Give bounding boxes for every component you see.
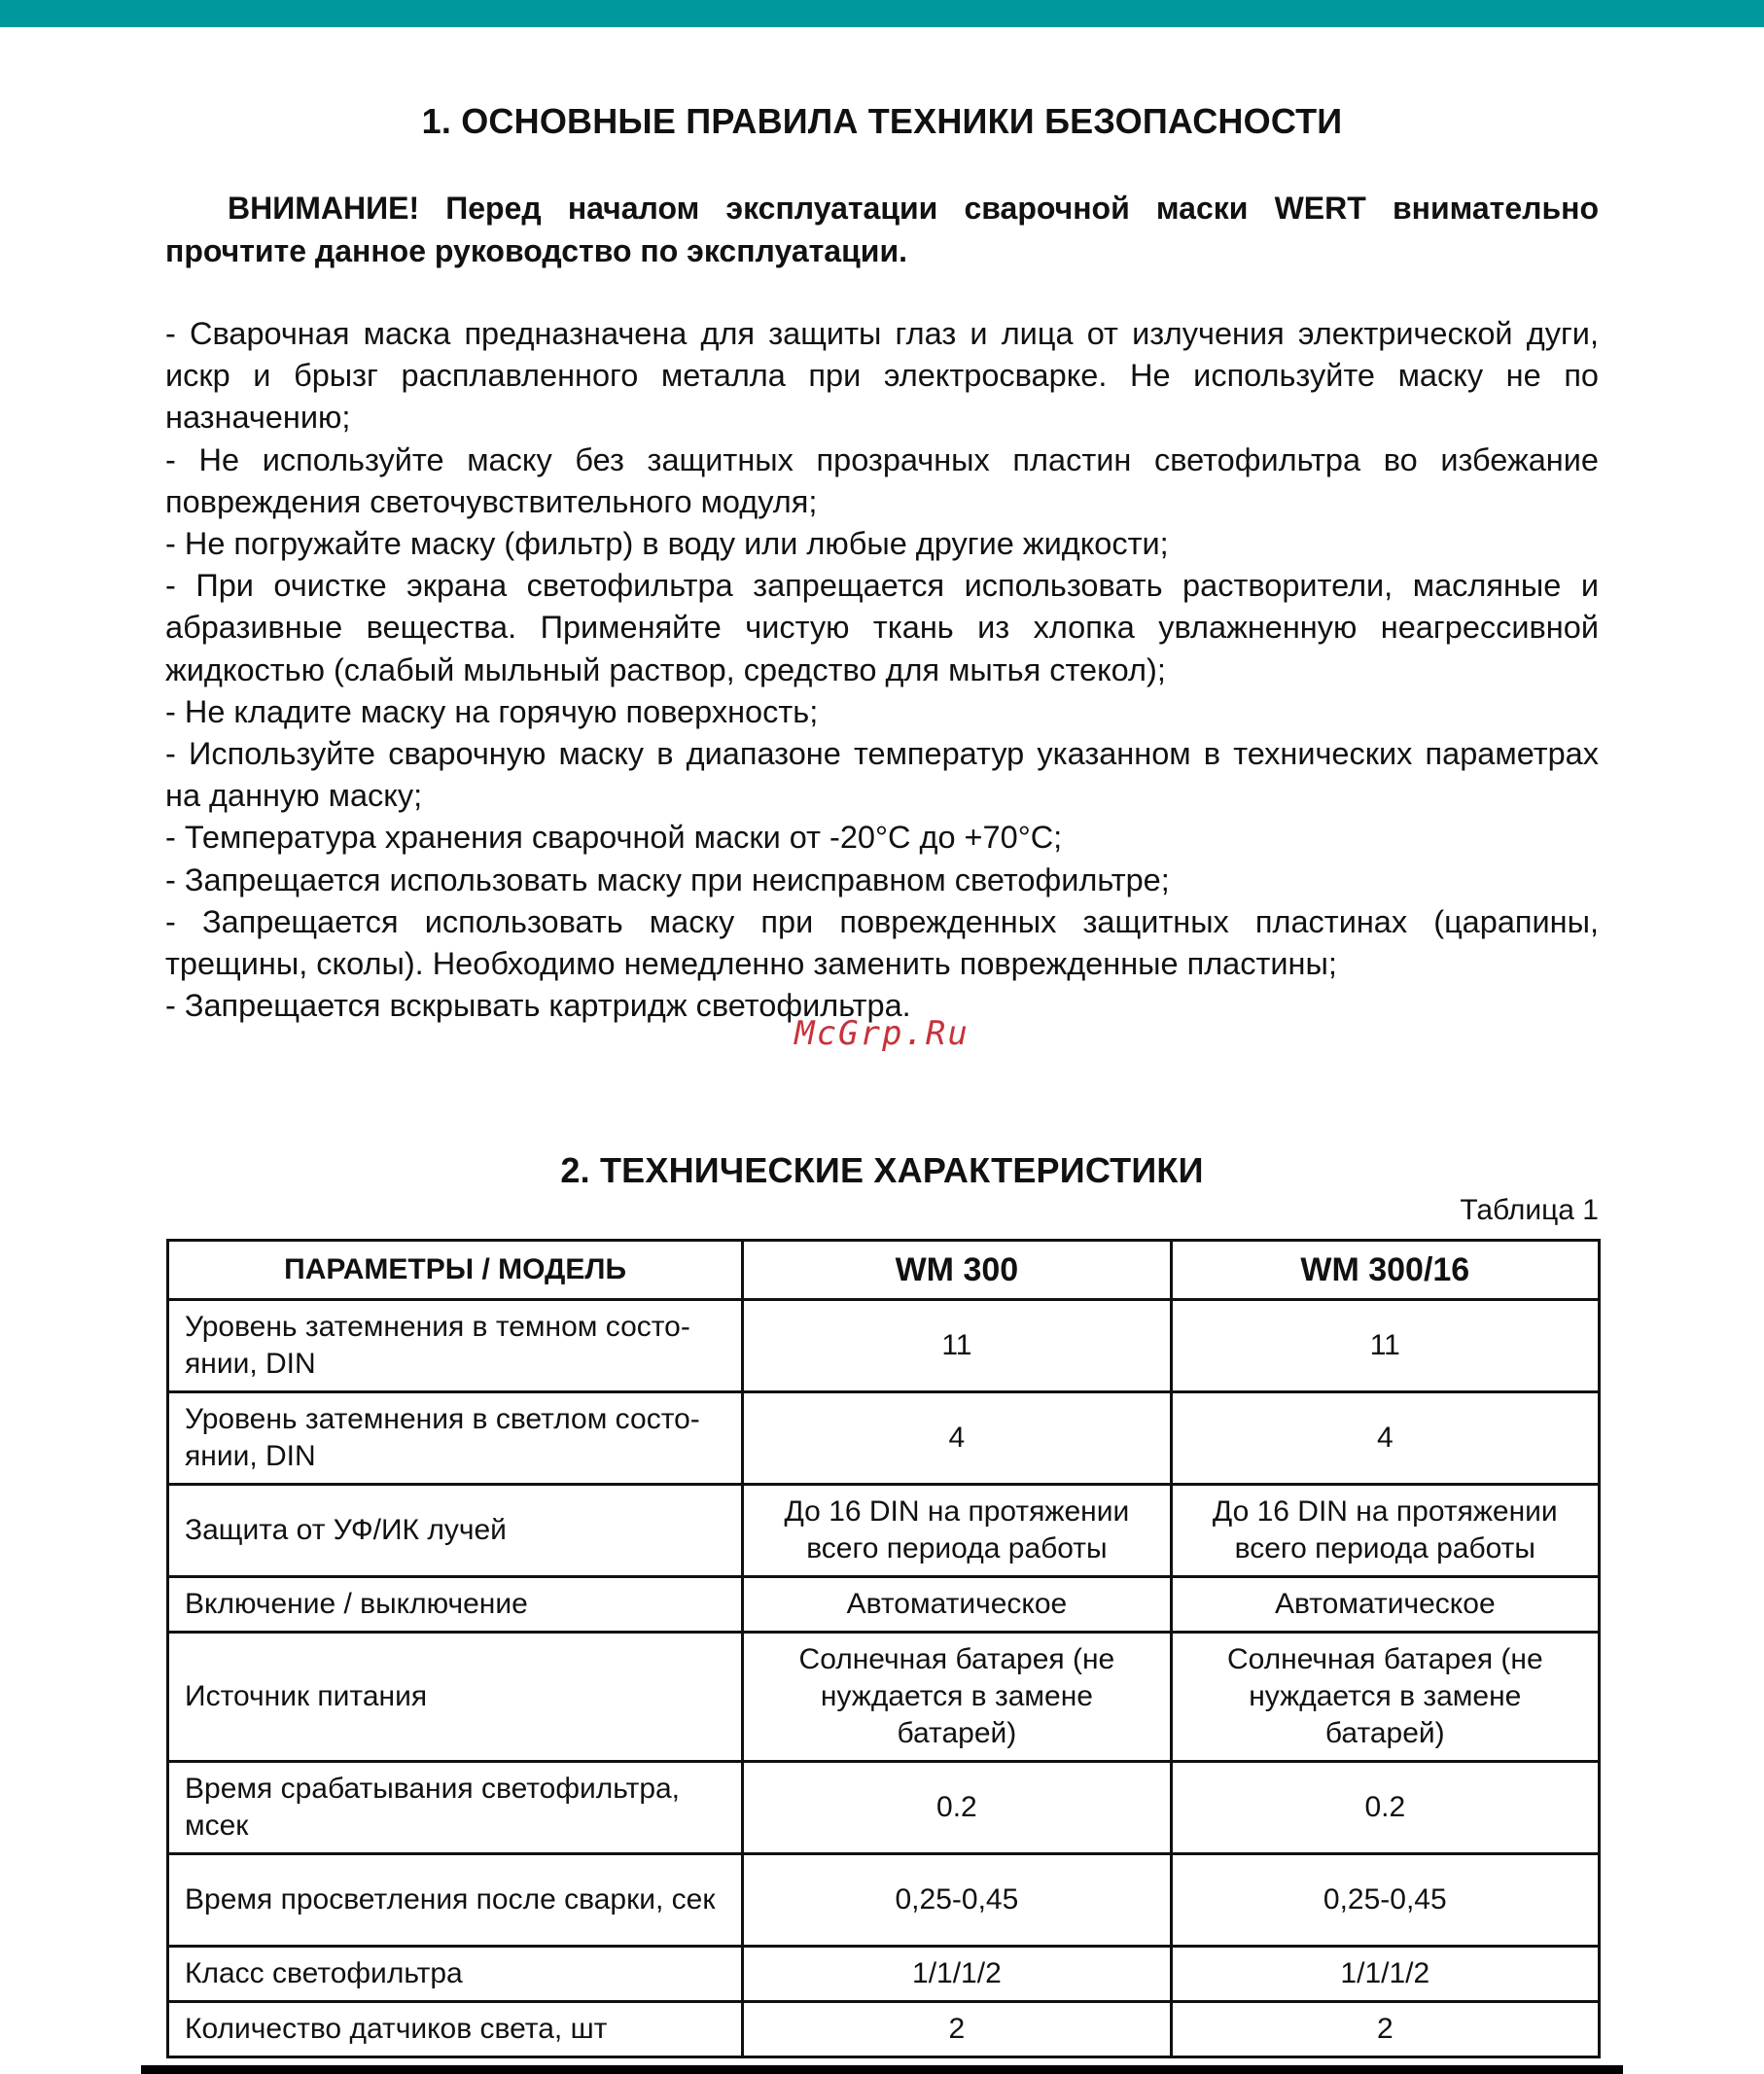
value-cell: 0,25-0,45 xyxy=(1171,1854,1599,1947)
column-header-wm300-16: WM 300/16 xyxy=(1171,1241,1599,1300)
value-cell: 0.2 xyxy=(743,1762,1171,1854)
list-item: - Не погружайте маску (фильтр) в воду или любые другие жидкости; xyxy=(165,526,1169,562)
value-cell: 2 xyxy=(743,2002,1171,2057)
table-row xyxy=(168,1485,1600,1577)
table-caption: Таблица 1 xyxy=(1460,1194,1599,1226)
table-row xyxy=(168,1854,1600,1947)
column-header-wm300: WM 300 xyxy=(743,1241,1171,1300)
list-item: - Запрещается использовать маску при поврежденных защитных пластинах (царапины, трещины, сколы). Необходимо немедленно заменить поврежденные пластины; xyxy=(165,903,1599,982)
param-cell: Уровень затемнения в светлом состо-янии, DIN xyxy=(168,1392,743,1485)
table-row xyxy=(168,1762,1600,1854)
value-cell: 11 xyxy=(743,1300,1171,1392)
warning-text: ВНИМАНИЕ! Перед началом эксплуатации сварочной маски WERT внимательно прочтите данное руководство по эксплуатации. xyxy=(165,191,1599,268)
table-row xyxy=(168,1392,1600,1485)
value-cell: До 16 DIN на протяжении всего периода работы xyxy=(1171,1485,1599,1577)
table-row xyxy=(168,2002,1600,2057)
table-row xyxy=(168,1947,1600,2002)
list-item: - При очистке экрана светофильтра запрещается использовать растворители, масляные и абразивные вещества. Применяйте чистую ткань из хлопка увлажненную неагрессивной жидкостью (слабый мыльный раствор, средство для мытья стекол); xyxy=(165,568,1599,687)
param-cell: Уровень затемнения в темном состо-янии, DIN xyxy=(168,1300,743,1392)
list-item: - Не кладите маску на горячую поверхность; xyxy=(165,693,819,729)
param-cell: Источник питания xyxy=(168,1633,743,1762)
list-item: - Не используйте маску без защитных прозрачных пластин светофильтра во избежание повреждения светочувствительного модуля; xyxy=(165,441,1599,519)
column-header-parameters: ПАРАМЕТРЫ / МОДЕЛЬ xyxy=(168,1241,743,1300)
param-cell: Защита от УФ/ИК лучей xyxy=(168,1485,743,1577)
footer-rule xyxy=(141,2065,1623,2074)
value-cell: Автоматическое xyxy=(1171,1577,1599,1633)
list-item: - Температура хранения сварочной маски от -20°С до +70°С; xyxy=(165,820,1063,856)
value-cell: До 16 DIN на протяжении всего периода работы xyxy=(743,1485,1171,1577)
header-accent-bar xyxy=(0,0,1764,27)
watermark-text: McGrp.Ru xyxy=(794,1014,970,1053)
safety-rules-list xyxy=(165,313,1599,1027)
param-cell: Класс светофильтра xyxy=(168,1947,743,2002)
list-item: - Запрещается использовать маску при неисправном светофильтре; xyxy=(165,861,1170,897)
table-row xyxy=(168,1300,1600,1392)
value-cell: 1/1/1/2 xyxy=(743,1947,1171,2002)
warning-paragraph xyxy=(165,187,1599,272)
value-cell: 11 xyxy=(1171,1300,1599,1392)
param-cell: Время срабатывания светофильтра, мсек xyxy=(168,1762,743,1854)
list-item: - Сварочная маска предназначена для защиты глаз и лица от излучения электрической дуги, искр и брызг расплавленного металла при электросварке. Не используйте маску не по назначению; xyxy=(165,316,1599,436)
table-row xyxy=(168,1633,1600,1762)
param-cell: Время просветления после сварки, сек xyxy=(168,1854,743,1947)
param-cell: Включение / выключение xyxy=(168,1577,743,1633)
value-cell: 1/1/1/2 xyxy=(1171,1947,1599,2002)
param-cell: Количество датчиков света, шт xyxy=(168,2002,743,2057)
value-cell: 0.2 xyxy=(1171,1762,1599,1854)
specifications-table xyxy=(166,1239,1601,2058)
value-cell: 4 xyxy=(743,1392,1171,1485)
list-item: - Запрещается вскрывать картридж светофильтра. xyxy=(165,988,911,1024)
value-cell: Автоматическое xyxy=(743,1577,1171,1633)
section-2-title: 2. ТЕХНИЧЕСКИЕ ХАРАКТЕРИСТИКИ xyxy=(560,1150,1204,1190)
table-header-row xyxy=(168,1241,1600,1300)
list-item: - Используйте сварочную маску в диапазоне температур указанном в технических параметрах на данную маску; xyxy=(165,736,1599,814)
value-cell: Солнечная батарея (не нуждается в замене батарей) xyxy=(743,1633,1171,1762)
table-row xyxy=(168,1577,1600,1633)
value-cell: 2 xyxy=(1171,2002,1599,2057)
section-1-title: 1. ОСНОВНЫЕ ПРАВИЛА ТЕХНИКИ БЕЗОПАСНОСТИ xyxy=(421,101,1343,141)
value-cell: 4 xyxy=(1171,1392,1599,1485)
value-cell: 0,25-0,45 xyxy=(743,1854,1171,1947)
value-cell: Солнечная батарея (не нуждается в замене батарей) xyxy=(1171,1633,1599,1762)
